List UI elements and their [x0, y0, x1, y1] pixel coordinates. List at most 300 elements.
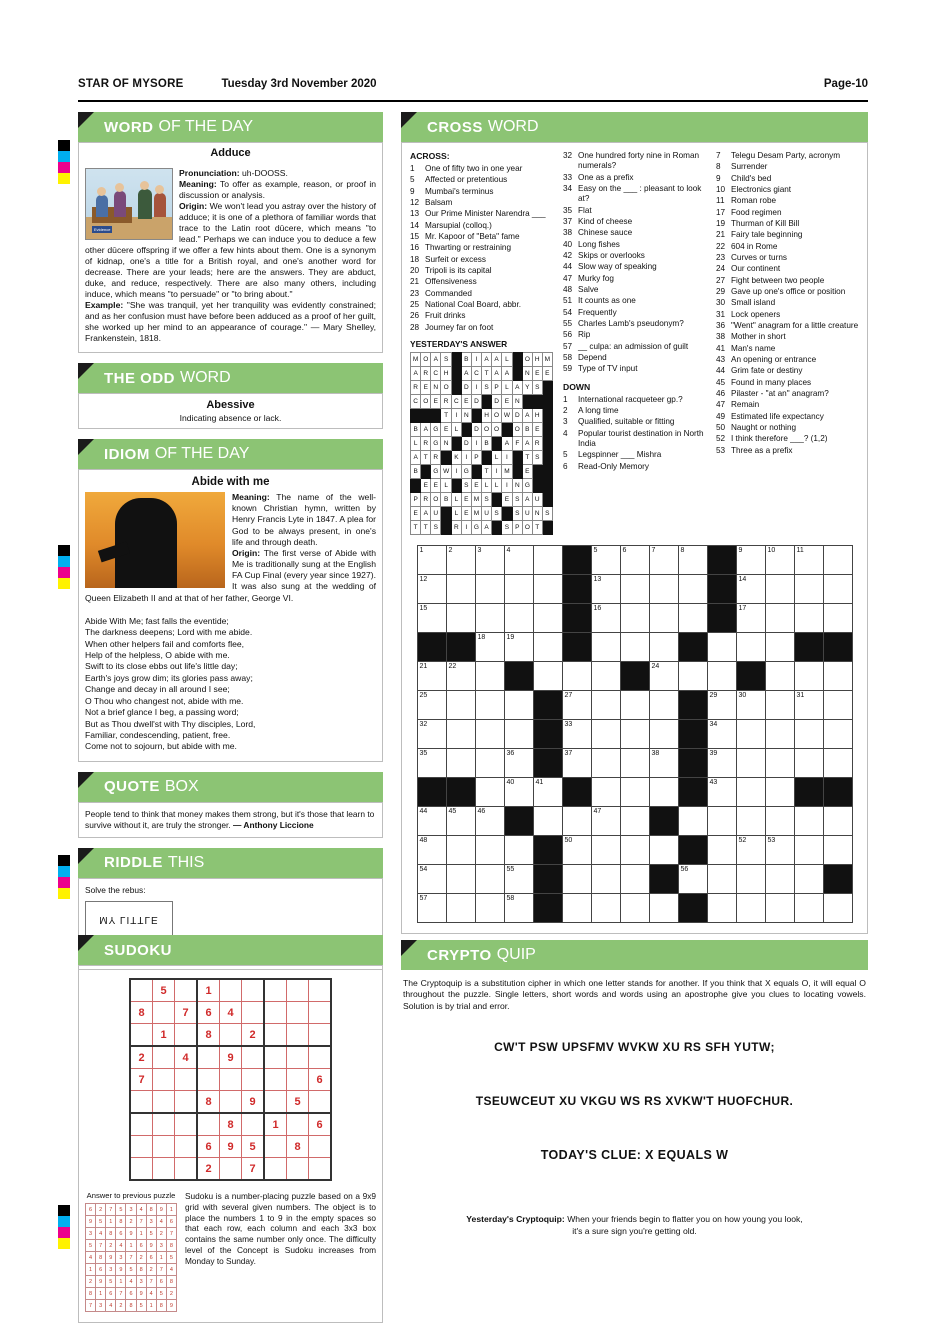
- answer-grid-cell: [542, 464, 552, 478]
- sudoku-cell[interactable]: [264, 1002, 287, 1024]
- crossword-cell[interactable]: [620, 690, 649, 719]
- clue-text: Fruit drinks: [425, 311, 466, 321]
- sudoku-cell[interactable]: [264, 979, 287, 1002]
- crossword-cell[interactable]: [823, 661, 852, 690]
- sudoku-answer-cell: 6: [116, 1228, 126, 1240]
- sudoku-cell[interactable]: [220, 1069, 242, 1091]
- down-heading: DOWN: [563, 381, 591, 392]
- quote-box-panel: [78, 802, 383, 838]
- crossword-cell[interactable]: [823, 574, 852, 603]
- crossword-cell[interactable]: [765, 864, 794, 893]
- sudoku-cell[interactable]: 1: [153, 1024, 175, 1047]
- crossword-cell[interactable]: [562, 864, 591, 893]
- sudoku-cell[interactable]: [309, 979, 332, 1002]
- crossword-cell[interactable]: [475, 748, 504, 777]
- sudoku-answer-cell: 6: [96, 1264, 106, 1276]
- answer-grid-cell: I: [471, 352, 481, 366]
- sudoku-cell[interactable]: [242, 1069, 265, 1091]
- crossword-cell[interactable]: [417, 603, 446, 632]
- sudoku-cell[interactable]: 8: [197, 1024, 220, 1047]
- crossword-cell[interactable]: [591, 632, 620, 661]
- sudoku-cell[interactable]: [287, 979, 309, 1002]
- answer-grid-cell: E: [532, 366, 542, 380]
- sudoku-grid[interactable]: [129, 978, 332, 1181]
- crossword-cell[interactable]: [678, 864, 707, 893]
- crossword-cell[interactable]: [533, 777, 562, 806]
- sudoku-cell[interactable]: 2: [197, 1158, 220, 1181]
- sudoku-cell[interactable]: [130, 979, 153, 1002]
- crossword-cell[interactable]: [417, 690, 446, 719]
- crossword-cell[interactable]: [591, 661, 620, 690]
- sudoku-cell[interactable]: 8: [220, 1113, 242, 1136]
- crossword-cell[interactable]: [504, 748, 533, 777]
- sudoku-cell[interactable]: [175, 1091, 198, 1114]
- sudoku-cell[interactable]: [153, 1113, 175, 1136]
- sudoku-cell[interactable]: 5: [287, 1091, 309, 1114]
- crossword-cell[interactable]: [649, 690, 678, 719]
- sudoku-answer-cell: 9: [116, 1264, 126, 1276]
- crossword-cell[interactable]: [620, 545, 649, 574]
- crossword-cell[interactable]: [823, 748, 852, 777]
- sudoku-cell[interactable]: 7: [242, 1158, 265, 1181]
- sudoku-cell[interactable]: [197, 1113, 220, 1136]
- crossword-cell[interactable]: [794, 835, 823, 864]
- sudoku-cell[interactable]: [175, 1069, 198, 1091]
- sudoku-row: [130, 1113, 331, 1136]
- crossword-header: [401, 112, 868, 142]
- crossword-cell[interactable]: [475, 545, 504, 574]
- sudoku-cell[interactable]: 9: [242, 1091, 265, 1114]
- crossword-cell[interactable]: [417, 545, 446, 574]
- crossword-cell[interactable]: [504, 690, 533, 719]
- crossword-cell[interactable]: [649, 719, 678, 748]
- sudoku-cell[interactable]: 2: [130, 1046, 153, 1069]
- crossword-cell[interactable]: [649, 748, 678, 777]
- sudoku-cell[interactable]: [264, 1046, 287, 1069]
- answer-grid-cell: E: [441, 422, 452, 436]
- sudoku-cell[interactable]: 8: [197, 1091, 220, 1114]
- crossword-cell[interactable]: [736, 893, 765, 922]
- sudoku-cell[interactable]: [153, 1136, 175, 1158]
- crossword-cell-number: 43: [709, 778, 718, 786]
- sudoku-cell[interactable]: 7: [175, 1002, 198, 1024]
- crossword-cell[interactable]: [649, 777, 678, 806]
- crossword-cell[interactable]: [446, 603, 475, 632]
- crossword-cell[interactable]: [446, 545, 475, 574]
- crossword-cell[interactable]: [649, 545, 678, 574]
- crossword-cell[interactable]: [678, 603, 707, 632]
- sudoku-cell[interactable]: [220, 1091, 242, 1114]
- clue-number: 14: [410, 220, 420, 230]
- sudoku-cell[interactable]: [264, 1069, 287, 1091]
- crossword-cell[interactable]: [504, 864, 533, 893]
- sudoku-cell[interactable]: [175, 1158, 198, 1181]
- riddle-header: [78, 848, 383, 878]
- crossword-cell[interactable]: [765, 777, 794, 806]
- crossword-cell[interactable]: [620, 632, 649, 661]
- sudoku-cell[interactable]: [242, 1113, 265, 1136]
- crossword-cell-number: 53: [767, 836, 776, 844]
- crossword-cell[interactable]: [591, 719, 620, 748]
- crossword-cell[interactable]: [707, 748, 736, 777]
- crossword-cell[interactable]: [591, 806, 620, 835]
- crossword-cell[interactable]: [562, 690, 591, 719]
- crossword-cell[interactable]: [823, 893, 852, 922]
- sudoku-answer-row: [86, 1276, 177, 1288]
- sudoku-cell[interactable]: 7: [130, 1069, 153, 1091]
- answer-grid-cell: E: [461, 506, 471, 520]
- crossword-cell[interactable]: [765, 748, 794, 777]
- crossword-cell[interactable]: [736, 719, 765, 748]
- sudoku-cell[interactable]: 4: [220, 1002, 242, 1024]
- crossword-cell[interactable]: [765, 661, 794, 690]
- riddle-rebus: [85, 901, 173, 939]
- sudoku-answer-cell: 8: [166, 1240, 176, 1252]
- crossword-cell[interactable]: [591, 574, 620, 603]
- crossword-cell[interactable]: [620, 893, 649, 922]
- crossword-cell[interactable]: [736, 690, 765, 719]
- crossword-block: [417, 777, 446, 806]
- crossword-row: [417, 632, 852, 661]
- crossword-clue: [563, 217, 706, 227]
- sudoku-cell[interactable]: [153, 1091, 175, 1114]
- crossword-cell[interactable]: [736, 864, 765, 893]
- sudoku-cell[interactable]: [153, 1158, 175, 1181]
- crossword-cell[interactable]: [446, 864, 475, 893]
- crossword-cell[interactable]: [765, 719, 794, 748]
- sudoku-cell[interactable]: [175, 1113, 198, 1136]
- crossword-cell[interactable]: [736, 545, 765, 574]
- crossword-cell[interactable]: [591, 545, 620, 574]
- crossword-cell[interactable]: [475, 864, 504, 893]
- answer-grid-cell: O: [421, 352, 431, 366]
- crossword-cell[interactable]: [533, 661, 562, 690]
- crossword-cell[interactable]: [794, 661, 823, 690]
- crossword-cell[interactable]: [591, 835, 620, 864]
- crossword-cell[interactable]: [620, 806, 649, 835]
- sudoku-cell[interactable]: [130, 1136, 153, 1158]
- crossword-cell[interactable]: [446, 835, 475, 864]
- crossword-cell[interactable]: [504, 603, 533, 632]
- crossword-cell[interactable]: [707, 690, 736, 719]
- crossword-cell[interactable]: [620, 777, 649, 806]
- crossword-cell[interactable]: [504, 777, 533, 806]
- sudoku-cell[interactable]: 6: [309, 1069, 332, 1091]
- crossword-cell[interactable]: [591, 603, 620, 632]
- sudoku-cell[interactable]: 6: [197, 1002, 220, 1024]
- sudoku-cell[interactable]: 6: [197, 1136, 220, 1158]
- crossword-cell[interactable]: [562, 719, 591, 748]
- clue-number: 21: [716, 230, 726, 240]
- sudoku-cell[interactable]: [153, 1069, 175, 1091]
- sudoku-cell[interactable]: [130, 1113, 153, 1136]
- sudoku-cell[interactable]: 9: [220, 1136, 242, 1158]
- clue-text: Charles Lamb's pseudonym?: [578, 318, 684, 328]
- crossword-cell[interactable]: [765, 893, 794, 922]
- sudoku-cell[interactable]: [220, 1158, 242, 1181]
- sudoku-cell[interactable]: [287, 1069, 309, 1091]
- quote-author: — Anthony Liccione: [233, 819, 314, 830]
- crossword-cell[interactable]: [823, 719, 852, 748]
- crossword-cell[interactable]: [736, 806, 765, 835]
- clue-text: It counts as one: [578, 296, 636, 306]
- crossword-cell[interactable]: [475, 603, 504, 632]
- crossword-cell[interactable]: [794, 574, 823, 603]
- crossword-block: [678, 719, 707, 748]
- crossword-cell[interactable]: [794, 748, 823, 777]
- crossword-cell[interactable]: [562, 806, 591, 835]
- crossword-cell[interactable]: [417, 661, 446, 690]
- crossword-cell[interactable]: [620, 864, 649, 893]
- crossword-cell[interactable]: [504, 719, 533, 748]
- answer-grid-cell: I: [461, 520, 471, 534]
- crossword-cell[interactable]: [794, 719, 823, 748]
- crossword-cell[interactable]: [707, 893, 736, 922]
- answer-grid-row: [411, 506, 553, 520]
- crossword-cell[interactable]: [765, 574, 794, 603]
- crossword-cell[interactable]: [504, 835, 533, 864]
- crossword-cell[interactable]: [649, 893, 678, 922]
- crossword-cell[interactable]: [736, 574, 765, 603]
- crossword-clue: [716, 298, 859, 308]
- crossword-cell[interactable]: [794, 603, 823, 632]
- crossword-cell[interactable]: [794, 864, 823, 893]
- sudoku-cell[interactable]: [309, 1136, 332, 1158]
- answer-grid-cell: T: [482, 464, 492, 478]
- crossword-cell[interactable]: [446, 690, 475, 719]
- crossword-cell[interactable]: [823, 690, 852, 719]
- crossword-cell[interactable]: [678, 661, 707, 690]
- crossword-cell[interactable]: [446, 574, 475, 603]
- answer-grid-cell: P: [411, 492, 421, 506]
- sudoku-cell[interactable]: [242, 1002, 265, 1024]
- crossword-cell[interactable]: [446, 806, 475, 835]
- sudoku-cell[interactable]: [197, 1046, 220, 1069]
- crossword-block: [562, 603, 591, 632]
- clue-text: Food regimen: [731, 207, 782, 217]
- sudoku-cell[interactable]: [264, 1024, 287, 1047]
- crossword-cell[interactable]: [736, 835, 765, 864]
- crossword-cell[interactable]: [620, 835, 649, 864]
- crossword-cell[interactable]: [794, 545, 823, 574]
- sudoku-cell[interactable]: [175, 979, 198, 1002]
- crossword-cell[interactable]: [649, 574, 678, 603]
- crossword-block: [620, 661, 649, 690]
- crossword-cell[interactable]: [707, 806, 736, 835]
- crossword-cell[interactable]: [707, 661, 736, 690]
- sudoku-cell[interactable]: [130, 1024, 153, 1047]
- sudoku-cell[interactable]: [287, 1002, 309, 1024]
- crossword-cell[interactable]: [765, 545, 794, 574]
- crossword-cell[interactable]: [707, 719, 736, 748]
- sudoku-answer-cell: 8: [166, 1276, 176, 1288]
- sudoku-cell[interactable]: 8: [130, 1002, 153, 1024]
- crossword-cell[interactable]: [504, 632, 533, 661]
- crossword-cell-number: 39: [709, 749, 718, 757]
- sudoku-cell[interactable]: [287, 1024, 309, 1047]
- sudoku-answer-cell: 6: [136, 1240, 146, 1252]
- crossword-cell[interactable]: [823, 603, 852, 632]
- crossword-cell[interactable]: [678, 574, 707, 603]
- sudoku-cell[interactable]: [287, 1158, 309, 1181]
- crossword-cell[interactable]: [475, 574, 504, 603]
- clue-text: Gave up one's office or position: [731, 286, 846, 296]
- crossword-cell[interactable]: [475, 661, 504, 690]
- crossword-cell[interactable]: [591, 777, 620, 806]
- sudoku-cell[interactable]: [175, 1136, 198, 1158]
- sudoku-cell[interactable]: [309, 1158, 332, 1181]
- answer-grid-cell: O: [431, 492, 441, 506]
- crossword-cell[interactable]: [475, 806, 504, 835]
- sudoku-cell[interactable]: [242, 979, 265, 1002]
- crossword-cell[interactable]: [446, 719, 475, 748]
- clue-text: Skips or overlooks: [578, 250, 645, 260]
- sudoku-cell[interactable]: [264, 1158, 287, 1181]
- crossword-cell[interactable]: [678, 545, 707, 574]
- crossword-cell[interactable]: [823, 835, 852, 864]
- answer-grid-cell: O: [482, 422, 492, 436]
- answer-grid-row: [411, 436, 553, 450]
- crossword-cell[interactable]: [649, 835, 678, 864]
- crossword-cell[interactable]: [533, 545, 562, 574]
- crossword-cell[interactable]: [475, 690, 504, 719]
- crossword-cell[interactable]: [794, 806, 823, 835]
- sudoku-cell[interactable]: [220, 979, 242, 1002]
- sudoku-cell[interactable]: [309, 1024, 332, 1047]
- crossword-cell[interactable]: [446, 748, 475, 777]
- crossword-cell[interactable]: [533, 806, 562, 835]
- crossword-cell[interactable]: [475, 835, 504, 864]
- crossword-cell[interactable]: [417, 835, 446, 864]
- sudoku-cell[interactable]: [309, 1002, 332, 1024]
- crossword-cell[interactable]: [417, 719, 446, 748]
- crossword-cell[interactable]: [533, 574, 562, 603]
- crossword-cell[interactable]: [794, 893, 823, 922]
- answer-grid-cell: I: [502, 478, 513, 492]
- sudoku-cell[interactable]: [287, 1113, 309, 1136]
- crossword-cell[interactable]: [620, 748, 649, 777]
- crossword-cell[interactable]: [620, 603, 649, 632]
- crossword-cell[interactable]: [765, 806, 794, 835]
- answer-grid-row: [411, 478, 553, 492]
- crossword-cell[interactable]: [504, 545, 533, 574]
- crossword-cell[interactable]: [591, 893, 620, 922]
- crossword-cell[interactable]: [823, 806, 852, 835]
- sudoku-cell[interactable]: [175, 1024, 198, 1047]
- crossword-cell[interactable]: [678, 806, 707, 835]
- crossword-cell[interactable]: [736, 748, 765, 777]
- crossword-cell[interactable]: [649, 603, 678, 632]
- crossword-cell[interactable]: [417, 893, 446, 922]
- crossword-clue: [410, 232, 553, 242]
- crossword-cell[interactable]: [591, 864, 620, 893]
- crossword-cell[interactable]: [504, 574, 533, 603]
- crossword-row: [417, 719, 852, 748]
- crossword-cell[interactable]: [475, 632, 504, 661]
- crossword-cell[interactable]: [736, 603, 765, 632]
- sudoku-cell[interactable]: [264, 1136, 287, 1158]
- answer-grid-cell: S: [502, 520, 513, 534]
- crossword-cell[interactable]: [794, 690, 823, 719]
- crossword-grid[interactable]: [417, 545, 853, 923]
- sudoku-cell[interactable]: 1: [264, 1113, 287, 1136]
- sudoku-cell[interactable]: [153, 1002, 175, 1024]
- sudoku-cell[interactable]: [287, 1046, 309, 1069]
- sudoku-cell[interactable]: [309, 1046, 332, 1069]
- crossword-cell[interactable]: [765, 632, 794, 661]
- crossword-cell[interactable]: [562, 748, 591, 777]
- crossword-cell[interactable]: [765, 835, 794, 864]
- crossword-cell[interactable]: [417, 806, 446, 835]
- answer-grid-cell: I: [502, 450, 513, 464]
- crossword-cell[interactable]: [591, 690, 620, 719]
- crossword-cell[interactable]: [765, 690, 794, 719]
- sudoku-answer-row: [86, 1216, 177, 1228]
- crossword-cell[interactable]: [475, 893, 504, 922]
- sudoku-cell[interactable]: [197, 1069, 220, 1091]
- sudoku-cell[interactable]: [242, 1046, 265, 1069]
- crossword-cell[interactable]: [736, 777, 765, 806]
- crossword-cell[interactable]: [562, 893, 591, 922]
- crossword-clue: [716, 446, 859, 456]
- crossword-cell[interactable]: [475, 719, 504, 748]
- crossword-cell[interactable]: [707, 632, 736, 661]
- sudoku-cell[interactable]: 6: [309, 1113, 332, 1136]
- sudoku-cell[interactable]: 5: [153, 979, 175, 1002]
- crossword-cell[interactable]: [620, 574, 649, 603]
- crossword-block: [678, 835, 707, 864]
- sudoku-cell[interactable]: [309, 1091, 332, 1114]
- crossword-cell[interactable]: [504, 893, 533, 922]
- answer-grid-cell: A: [492, 366, 502, 380]
- sudoku-cell[interactable]: [264, 1091, 287, 1114]
- crossword-cell[interactable]: [446, 893, 475, 922]
- crossword-cell[interactable]: [707, 835, 736, 864]
- crossword-cell[interactable]: [475, 777, 504, 806]
- crossword-cell[interactable]: [562, 661, 591, 690]
- sudoku-cell[interactable]: 1: [197, 979, 220, 1002]
- crossword-cell[interactable]: [591, 748, 620, 777]
- crossword-cell[interactable]: [649, 661, 678, 690]
- crossword-cell[interactable]: [417, 574, 446, 603]
- sudoku-cell[interactable]: 8: [287, 1136, 309, 1158]
- crossword-cell[interactable]: [736, 632, 765, 661]
- crossword-cell[interactable]: [446, 661, 475, 690]
- sudoku-cell[interactable]: 2: [242, 1024, 265, 1047]
- sudoku-cell[interactable]: [130, 1091, 153, 1114]
- crossword-cell[interactable]: [649, 632, 678, 661]
- sudoku-cell[interactable]: [220, 1024, 242, 1047]
- crossword-cell[interactable]: [765, 603, 794, 632]
- sudoku-cell[interactable]: 9: [220, 1046, 242, 1069]
- clue-text: Depend: [578, 352, 607, 362]
- crossword-cell[interactable]: [823, 545, 852, 574]
- crossword-cell[interactable]: [533, 603, 562, 632]
- crossword-cell[interactable]: [533, 632, 562, 661]
- crossword-cell[interactable]: [417, 864, 446, 893]
- crossword-cell[interactable]: [562, 835, 591, 864]
- sudoku-cell[interactable]: 5: [242, 1136, 265, 1158]
- crossword-cell[interactable]: [417, 748, 446, 777]
- sudoku-cell[interactable]: [130, 1158, 153, 1181]
- crossword-cell[interactable]: [707, 777, 736, 806]
- sudoku-cell[interactable]: 4: [175, 1046, 198, 1069]
- sudoku-cell[interactable]: [153, 1046, 175, 1069]
- answer-grid-cell: D: [471, 422, 481, 436]
- crossword-cell[interactable]: [707, 864, 736, 893]
- pronunciation-value: uh-DOOSS.: [242, 168, 288, 178]
- crossword-cell[interactable]: [620, 719, 649, 748]
